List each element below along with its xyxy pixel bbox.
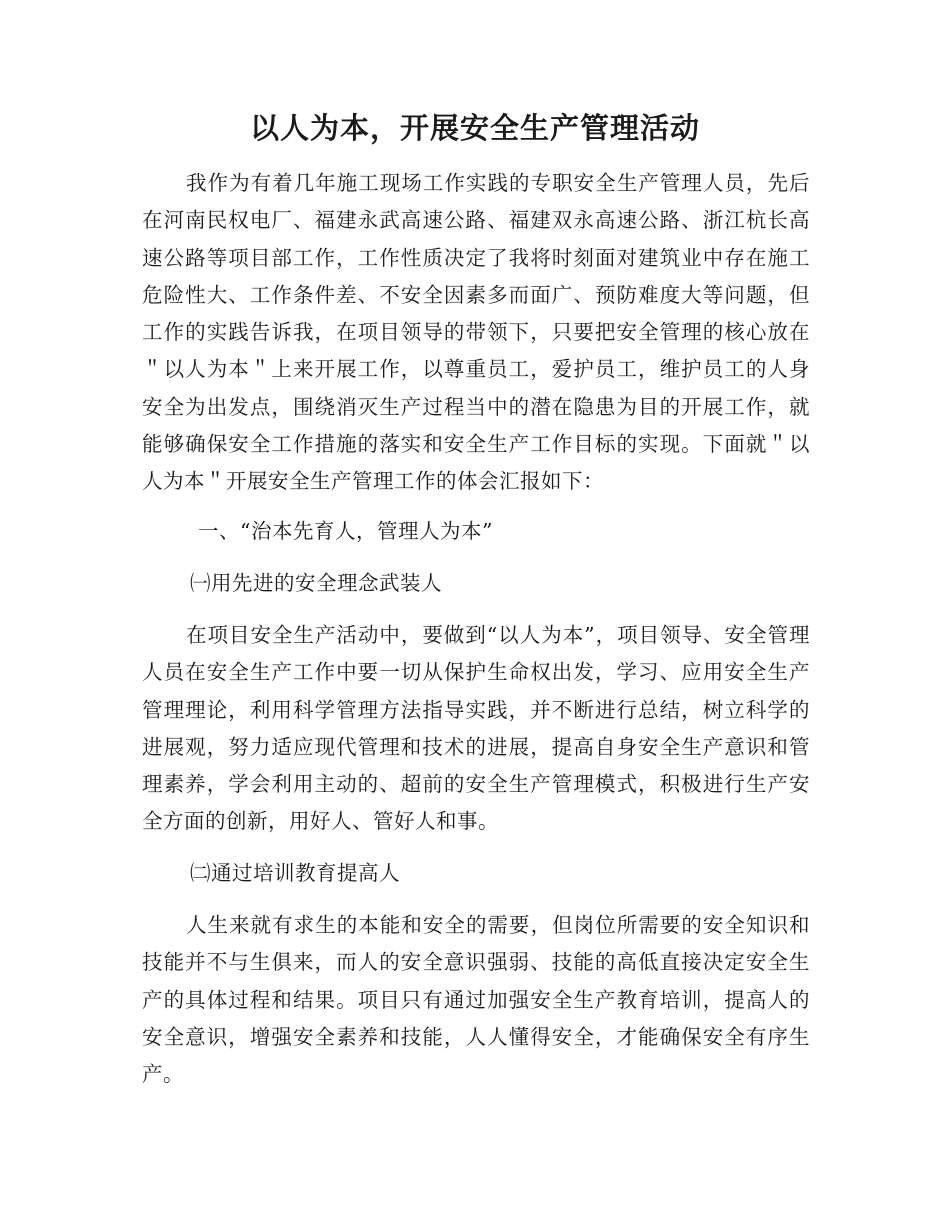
subsection-heading-2: ㈡通过培训教育提高人 bbox=[190, 861, 400, 885]
section-heading-1: 一、“治本先育人，管理人为本” bbox=[198, 519, 493, 543]
subsection-heading-1: ㈠用先进的安全理念武装人 bbox=[190, 571, 442, 595]
subsection-2-paragraph: 人生来就有求生的本能和安全的需要，但岗位所需要的安全知识和技能并不与生俱来，而人的安全意识强弱、技能的高低直接决定安全生产的具体过程和结果。项目只有通过加强安全生产教育培训，提高人的安全意识，增强安全素养和技能，人人懂得安全，才能确保安全有序生产。 bbox=[142, 913, 810, 1087]
document-title: 以人为本，开展安全生产管理活动 bbox=[249, 111, 700, 145]
intro-paragraph: 我作为有着几年施工现场工作实践的专职安全生产管理人员，先后在河南民权电厂、福建永武高速公路、福建双永高速公路、浙江杭长高速公路等项目部工作，工作性质决定了我将时刻面对建筑业中存在施工危险性大、工作条件差、不安全因素多而面广、预防难度大等问题，但工作的实践告诉我，在项目领导的带领下，只要把安全管理的核心放在＂以人为本＂上来开展工作，以尊重员工，爱护员工，维护员工的人身安全为出发点，围绕消灭生产过程当中的潜在隐患为目的开展工作，就能够确保安全工作措施的落实和安全生产工作目标的实现。下面就＂以人为本＂开展安全生产管理工作的体会汇报如下： bbox=[142, 171, 810, 494]
subsection-1-paragraph: 在项目安全生产活动中，要做到“以人为本”，项目领导、安全管理人员在安全生产工作中要一切从保护生命权出发，学习、应用安全生产管理理论，利用科学管理方法指导实践，并不断进行总结，树立科学的进展观，努力适应现代管理和技术的进展，提高自身安全生产意识和管理素养，学会利用主动的、超前的安全生产管理模式，积极进行生产安全方面的创新，用好人、管好人和事。 bbox=[142, 623, 810, 834]
